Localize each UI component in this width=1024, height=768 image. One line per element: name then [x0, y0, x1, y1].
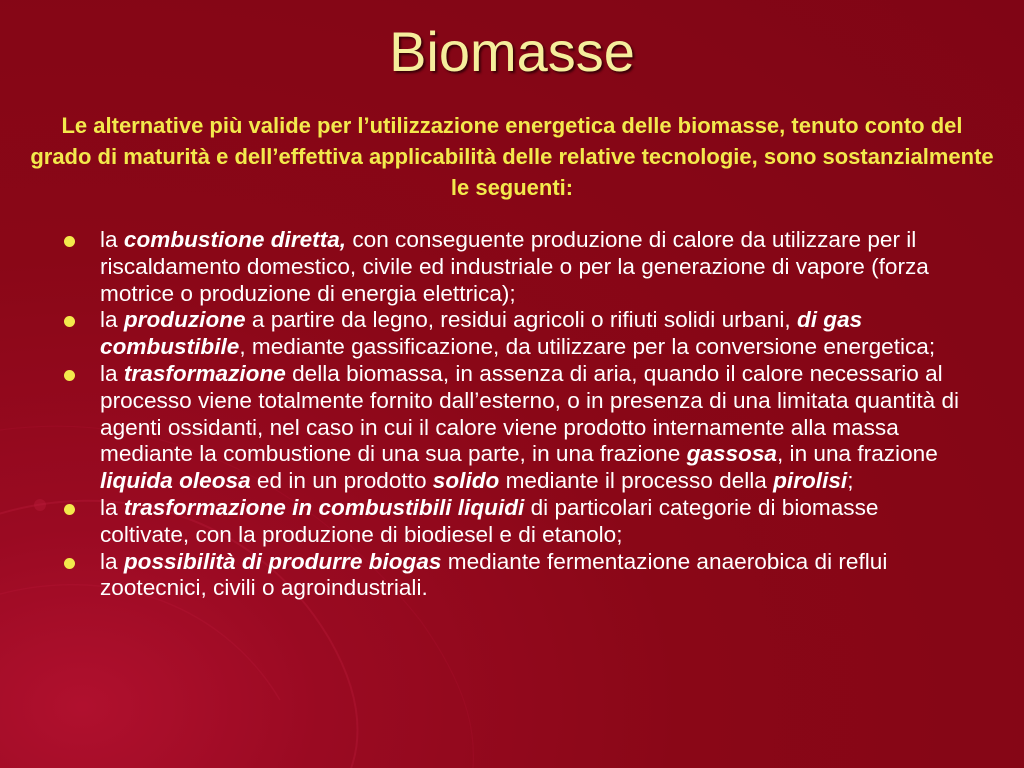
bullet-item: [60, 227, 960, 307]
slide-subtitle: Le alternative più valide per l’utilizzazione energetica delle biomasse, tenuto conto del grado di maturità e dell’effettiva applicabilità delle relative tecnologie, sono sostanzialmente le seguenti:: [30, 113, 994, 200]
bullet-text: la: [100, 307, 124, 333]
bullet-text: di particolari categorie di biomasse coltivate, con la produzione di biodiesel e di etanolo;: [100, 494, 879, 547]
bullet-emphasis-text: combustione diretta,: [123, 227, 347, 252]
bullet-text: con conseguente produzione di calore da utilizzare per il riscaldamento domestico, civile ed industriale o per la generazione di vapore (forza motrice o produzione di energia elettrica);: [100, 227, 929, 306]
bullet-text: la: [100, 360, 124, 386]
bullet-emphasis-text: possibilità di produrre biogas: [123, 548, 442, 574]
bullet-dot-icon: [64, 370, 75, 381]
bullet-dot-icon: [64, 316, 75, 327]
bullet-emphasis-text: pirolisi: [773, 468, 848, 494]
bullet-emphasis-text: di gas combustibile: [100, 307, 863, 360]
bullet-list: [60, 227, 960, 602]
bullet-text: della biomassa, in assenza di aria, quando il calore necessario al processo viene totalmente fornito dall’esterno, o in presenza di una limitata quantità di agenti ossidanti, nel caso in cui il calore viene prodotto internamente alla massa mediante la combustione di una sua parte, in una frazione: [100, 360, 960, 467]
bullet-emphasis-text: trasformazione: [123, 360, 286, 386]
bullet-emphasis-text: solido: [432, 468, 500, 494]
bullet-text: ed in un prodotto: [250, 468, 433, 494]
bullet-text: , in una frazione: [777, 441, 938, 467]
bullet-emphasis-text: gassosa: [686, 441, 777, 467]
bullet-text: mediante fermentazione anaerobica di reflui zootecnici, civili o agroindustriali.: [100, 548, 888, 601]
bullet-text: , mediante gassificazione, da utilizzare per la conversione energetica;: [239, 334, 936, 360]
bullet-text: la: [100, 227, 124, 252]
bullet-text: mediante il processo della: [499, 468, 774, 494]
bullet-item: [60, 361, 960, 495]
slide-title: Biomasse: [389, 20, 635, 83]
bullet-emphasis-text: produzione: [123, 307, 246, 333]
bullet-dot-icon: [64, 558, 75, 569]
bullet-text: la: [100, 494, 124, 520]
bullet-dot-icon: [64, 504, 75, 515]
bullet-dot-icon: [64, 236, 75, 247]
bullet-text: la: [100, 548, 124, 574]
bullet-item: [60, 495, 960, 549]
bullet-item: [60, 307, 960, 361]
bullet-item: [60, 549, 960, 603]
bullet-text: a partire da legno, residui agricoli o rifiuti solidi urbani,: [245, 307, 797, 333]
bullet-text: ;: [847, 468, 854, 494]
bullet-emphasis-text: trasformazione in combustibili liquidi: [123, 494, 525, 520]
bullet-emphasis-text: liquida oleosa: [100, 468, 251, 494]
